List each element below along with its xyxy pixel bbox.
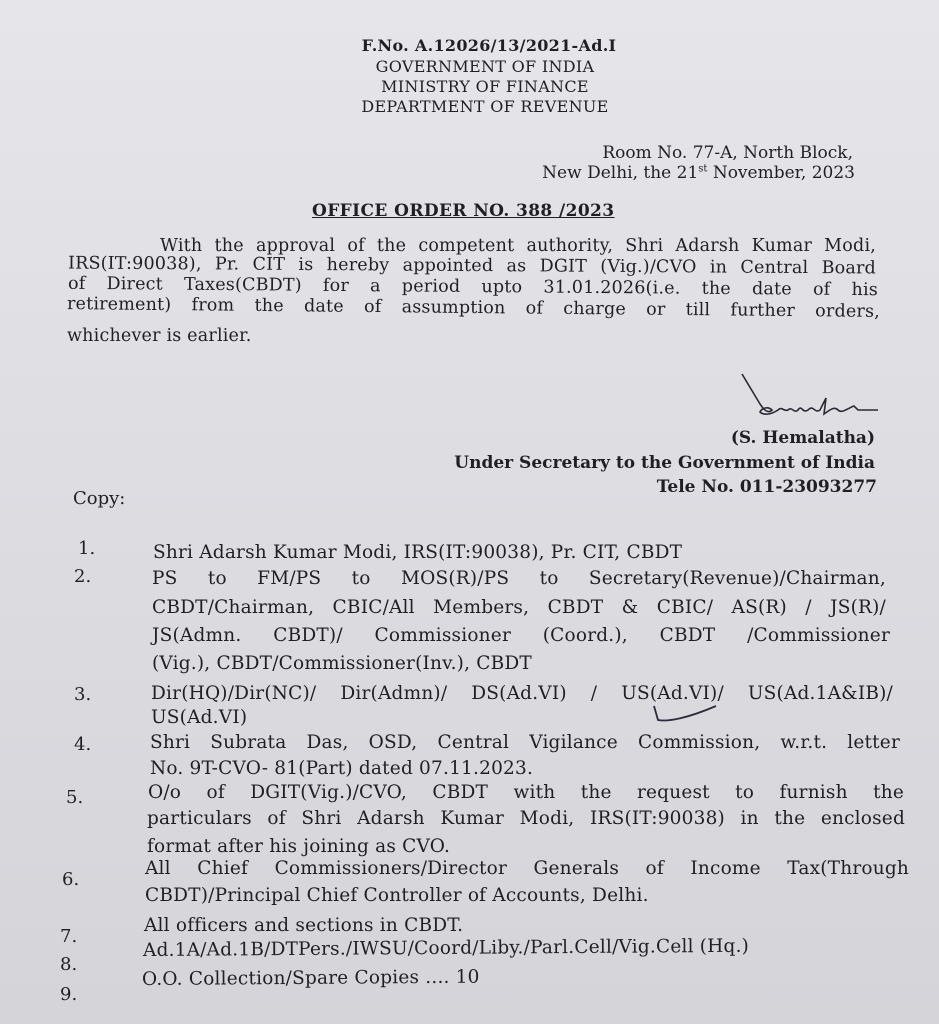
- header-government: GOVERNMENT OF INDIA: [375, 57, 595, 76]
- address-date-sup: st: [698, 163, 708, 175]
- copy-label: Copy:: [73, 488, 126, 509]
- copy-item-1-line-1: Shri Adarsh Kumar Modi, IRS(IT:90038), Pr. CIT, CBDT: [153, 542, 683, 563]
- copy-item-3-line-1: Dir(HQ)/Dir(NC)/ Dir(Admn)/ DS(Ad.VI) / US(Ad.VI)/ US(Ad.1A&IB)/: [151, 683, 893, 704]
- copy-item-6-line-2: CBDT)/Principal Chief Controller of Accounts, Delhi.: [145, 885, 649, 906]
- copy-item-4-number: 4.: [74, 734, 92, 755]
- address-date: [542, 163, 855, 183]
- copy-item-8-number: 8.: [60, 954, 78, 975]
- copy-item-8-line-1: Ad.1A/Ad.1B/DTPers./IWSU/Coord/Liby./Parl.Cell/Vig.Cell (Hq.): [142, 935, 750, 961]
- copy-item-9-line-1: O.O. Collection/Spare Copies .... 10: [141, 966, 480, 990]
- copy-item-5-line-3: format after his joining as CVO.: [147, 836, 451, 857]
- copy-item-2-line-3: JS(Admn. CBDT)/ Commissioner (Coord.), CBDT /Commissioner: [152, 625, 890, 646]
- body-line-4: retirement) from the date of assumption of charge or till further orders,: [66, 294, 881, 322]
- copy-item-6-number: 6.: [62, 869, 80, 890]
- copy-item-5-line-1: O/o of DGIT(Vig.)/CVO, CBDT with the request to furnish the: [148, 782, 904, 803]
- copy-item-7-number: 7.: [60, 926, 78, 947]
- signatory-designation: Under Secretary to the Government of India: [454, 453, 875, 473]
- header-ministry: MINISTRY OF FINANCE: [381, 77, 589, 96]
- file-number: F.No. A.12026/13/2021-Ad.I: [361, 36, 617, 55]
- copy-item-5-line-2: particulars of Shri Adarsh Kumar Modi, IRS(IT:90038) in the enclosed: [147, 808, 905, 829]
- copy-item-3-number: 3.: [74, 684, 92, 705]
- body-line-3: of Direct Taxes(CBDT) for a period upto 31.01.2026(i.e. the date of his: [67, 273, 879, 301]
- copy-item-4-line-2: No. 9T-CVO- 81(Part) dated 07.11.2023.: [150, 758, 534, 779]
- copy-item-6-line-1: All Chief Commissioners/Director Generals of Income Tax(Through: [145, 858, 909, 879]
- signatory-tele: Tele No. 011-23093277: [656, 477, 877, 497]
- copy-item-2-line-4: (Vig.), CBDT/Commissioner(Inv.), CBDT: [152, 653, 532, 674]
- copy-item-2-line-2: CBDT/Chairman, CBIC/All Members, CBDT & CBIC/ AS(R) / JS(R)/: [152, 597, 886, 618]
- ink-tick-mark: [648, 700, 728, 730]
- address-date-suffix: November, 2023: [707, 163, 855, 183]
- copy-item-2-line-1: PS to FM/PS to MOS(R)/PS to Secretary(Revenue)/Chairman,: [152, 568, 886, 589]
- copy-item-3-line-2: US(Ad.VI): [151, 707, 248, 728]
- copy-item-2-number: 2.: [74, 566, 92, 587]
- header-department: DEPARTMENT OF REVENUE: [361, 97, 609, 116]
- copy-item-9-number: 9.: [60, 984, 78, 1005]
- body-line-2: IRS(IT:90038), Pr. CIT is hereby appointed as DGIT (Vig.)/CVO in Central Board: [67, 253, 877, 279]
- address-date-prefix: New Delhi, the 21: [542, 163, 699, 183]
- order-title: OFFICE ORDER NO. 388 /2023: [312, 201, 615, 221]
- copy-item-7-line-1: All officers and sections in CBDT.: [144, 915, 464, 936]
- address-room: Room No. 77-A, North Block,: [602, 143, 853, 163]
- body-line-1: With the approval of the competent authority, Shri Adarsh Kumar Modi,: [160, 236, 876, 256]
- copy-item-1-number: 1.: [78, 538, 96, 559]
- copy-item-5-number: 5.: [66, 787, 84, 808]
- signature-mark: [738, 370, 883, 430]
- body-line-5: whichever is earlier.: [67, 326, 252, 346]
- signatory-name: (S. Hemalatha): [730, 428, 875, 448]
- copy-item-4-line-1: Shri Subrata Das, OSD, Central Vigilance Commission, w.r.t. letter: [150, 732, 900, 753]
